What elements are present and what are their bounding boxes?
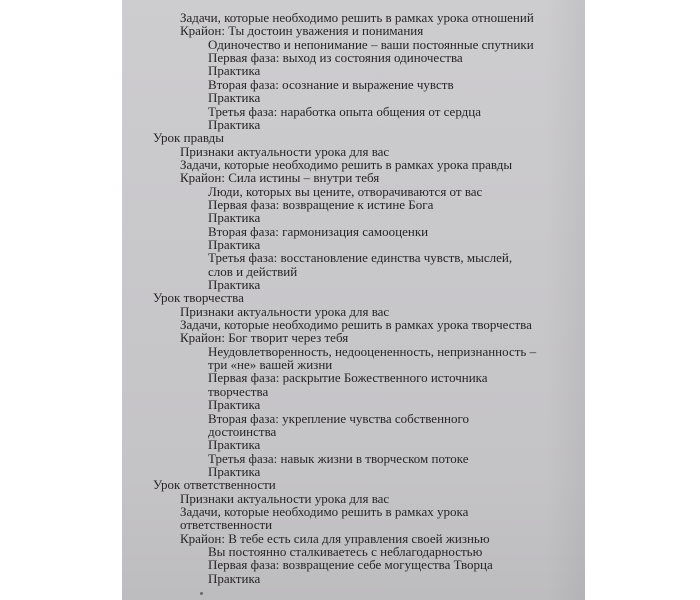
toc-subsection: Признаки актуальности урока для вас <box>180 143 390 159</box>
toc-subsection: Крайон: Бог творит через тебя <box>180 330 349 346</box>
toc-entry: Практика <box>208 463 261 479</box>
toc-lesson-heading: Урок творчества <box>153 290 244 306</box>
toc-entry: Вторая фаза: гармонизация самооценки <box>208 223 429 239</box>
toc-subsection: Крайон: Сила истины – внутри тебя <box>180 170 380 186</box>
toc-subsection: Признаки актуальности урока для вас <box>180 303 390 319</box>
toc-lesson-heading: Урок правды <box>153 130 225 146</box>
toc-entry: три «не» вашей жизни <box>208 357 333 373</box>
toc-entry: творчества <box>208 383 269 399</box>
toc-entry: Вторая фаза: осознание и выражение чувств <box>208 76 454 92</box>
toc-subsection: Задачи, которые необходимо решить в рамках урока отношений <box>180 10 534 25</box>
toc-entry: Первая фаза: возвращение себе могущества Творца <box>208 557 493 573</box>
toc-subsection: Крайон: Ты достоин уважения и понимания <box>180 23 424 39</box>
toc-subsection: Задачи, которые необходимо решить в рамках урока творчества <box>180 317 532 333</box>
toc-entry: Практика <box>208 210 261 226</box>
bullet-mark <box>200 592 203 595</box>
toc-subsection: Признаки актуальности урока для вас <box>180 490 390 506</box>
toc-subsection: Задачи, которые необходимо решить в рамках урока <box>180 503 469 519</box>
toc-entry: Первая фаза: раскрытие Божественного источника <box>208 370 488 386</box>
toc-lesson-heading: Урок ответственности <box>153 477 276 493</box>
toc-entry: Практика <box>208 277 261 292</box>
toc-entry: Практика <box>208 437 261 453</box>
toc-entry: Вы постоянно сталкиваетесь с неблагодарностью <box>208 544 483 559</box>
toc-entry: Практика <box>208 570 261 586</box>
toc-entry: Практика <box>208 116 261 132</box>
toc-subsection: Крайон: В тебе есть сила для управления своей жизнью <box>180 530 490 546</box>
toc-entry: Первая фаза: возвращение к истине Бога <box>208 196 434 212</box>
toc-entry: Первая фаза: выход из состояния одиночества <box>208 50 463 65</box>
toc-subsection: Задачи, которые необходимо решить в рамках урока правды <box>180 156 513 172</box>
toc-entry: Практика <box>208 397 261 413</box>
toc-entry: Третья фаза: навык жизни в творческом потоке <box>208 450 469 466</box>
toc-entry: Практика <box>208 63 261 79</box>
toc-entry: Неудовлетворенность, недооцененность, непризнанность – <box>208 343 537 359</box>
toc-entry: слов и действий <box>208 263 298 279</box>
toc-entry: Третья фаза: восстановление единства чувств, мыслей, <box>208 250 513 266</box>
toc-entry: Люди, которых вы цените, отворачиваются от вас <box>208 183 483 199</box>
toc-entry: Практика <box>208 236 261 252</box>
document-photo <box>122 0 585 600</box>
toc-entry: Третья фаза: наработка опыта общения от сердца <box>208 103 481 119</box>
toc-entry: Одиночество и непонимание – ваши постоянные спутники <box>208 36 534 52</box>
toc-entry: Вторая фаза: укрепление чувства собственного <box>208 410 470 426</box>
toc-entry: Практика <box>208 90 261 106</box>
toc-subsection: ответственности <box>180 517 273 533</box>
toc-entry: достоинства <box>208 423 277 439</box>
page-shadow <box>545 0 585 600</box>
